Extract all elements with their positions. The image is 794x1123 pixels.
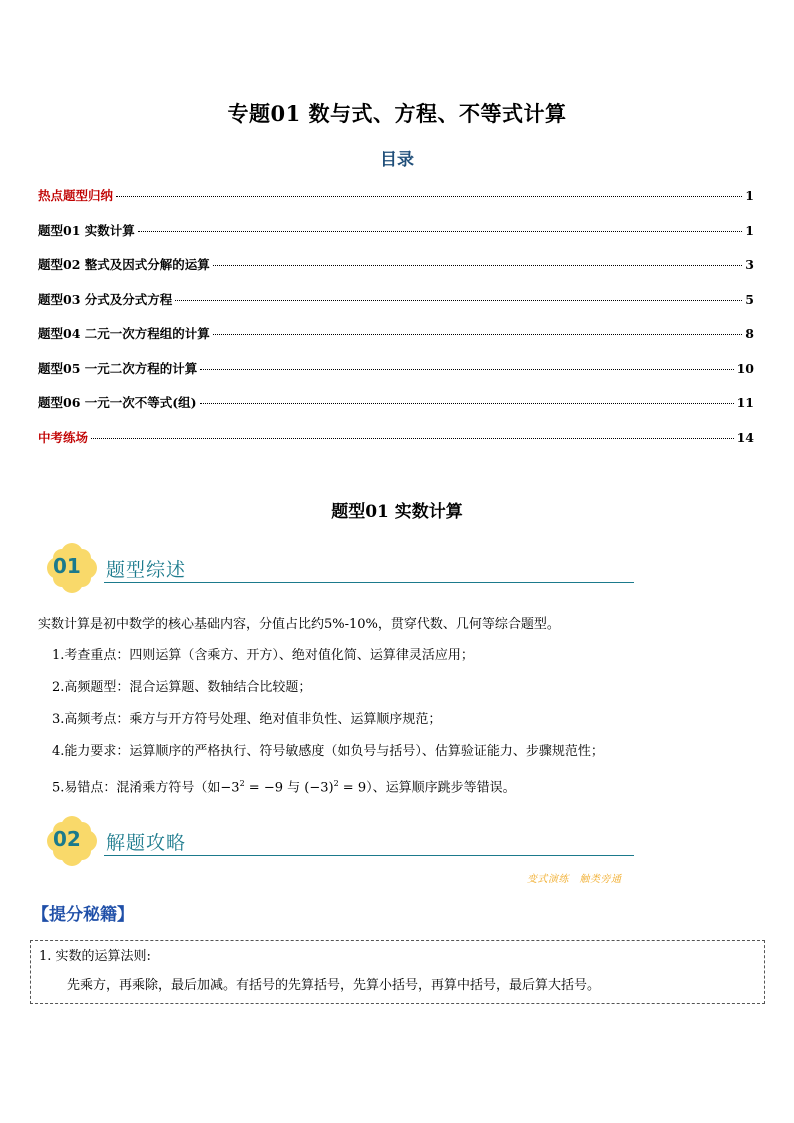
toc-label: 热点题型归纳 [38,188,114,203]
toc-leader [91,438,734,439]
toc-label: 题型02 整式及因式分解的运算 [38,257,210,272]
toc-label: 题型04 二元一次方程组的计算 [38,326,210,341]
divider [104,855,634,856]
rule-box [30,940,765,1004]
exponent: 2 [333,779,339,788]
tagline: 变式演练 触类旁通 [527,874,622,885]
badge-label: 题型综述 [106,559,187,581]
badge-number: 02 [53,827,81,851]
toc-row[interactable] [38,186,754,221]
list-item: 2.高频题型：混合运算题、数轴结合比较题； [52,680,312,695]
toc-row[interactable] [38,393,754,428]
toc-row[interactable] [38,359,754,394]
rule-body: 先乘方，再乘除，最后加减。有括号的先算括号，先算小括号，再算中括号，最后算大括号。 [67,978,601,993]
exponent: 2 [239,779,245,788]
toc-label: 题型05 一元二次方程的计算 [38,360,198,376]
toc-page: 11 [736,395,754,410]
toc-row[interactable] [38,324,754,359]
section-title: 题型01 实数计算 [331,502,463,522]
toc-leader [200,403,734,404]
document-title: 专题01 数与式、方程、不等式计算 [227,101,567,126]
toc-label: 题型01 实数计算 [38,222,135,238]
toc-row[interactable] [38,255,754,290]
toc-leader [200,369,733,370]
toc-page: 14 [736,429,754,445]
text: ）、运算顺序跳步等错误。 [366,780,516,796]
toc-leader [175,300,742,301]
toc-label: 中考练场 [38,429,89,445]
math-expression: −3 [220,780,240,796]
toc-row[interactable] [38,428,754,463]
text: 5.易错点：混淆乘方符号（如 [52,780,221,796]
toc-leader [138,231,743,232]
rule-title: 1. 实数的运算法则: [39,949,151,964]
text: = −9 与 [244,780,305,796]
strategy-header [44,815,644,871]
toc-leader [116,196,742,197]
overview-header [44,542,644,598]
toc-page: 1 [745,188,754,203]
toc-page: 8 [745,326,754,341]
badge-label: 解题攻略 [106,832,187,854]
tips-heading: 【提分秘籍】 [32,905,134,925]
divider [104,582,634,583]
toc-page: 5 [745,291,754,307]
toc-label: 题型03 分式及分式方程 [38,291,173,307]
toc-row[interactable] [38,221,754,256]
toc-row[interactable] [38,290,754,325]
list-item [52,775,516,797]
math-expression: (−3) [304,780,334,796]
list-item: 3.高频考点：乘方与开方符号处理、绝对值非负性、运算顺序规范； [52,712,442,727]
toc-page: 3 [745,257,754,272]
intro-paragraph: 实数计算是初中数学的核心基础内容，分值占比约5%-10%，贯穿代数、几何等综合题型。 [38,617,560,632]
toc-leader [213,265,743,266]
table-of-contents [38,186,754,462]
toc-label: 题型06 一元一次不等式(组) [38,395,197,410]
list-item: 4.能力要求：运算顺序的严格执行、符号敏感度（如负号与括号）、估算验证能力、步骤规范性； [52,744,604,759]
toc-page: 1 [745,222,754,238]
badge-number: 01 [53,554,81,578]
list-item: 1.考查重点：四则运算（含乘方、开方）、绝对值化简、运算律灵活应用； [52,648,474,663]
toc-page: 10 [736,360,754,376]
toc-heading: 目录 [380,150,414,170]
text: = 9 [338,780,367,796]
toc-leader [213,334,743,335]
